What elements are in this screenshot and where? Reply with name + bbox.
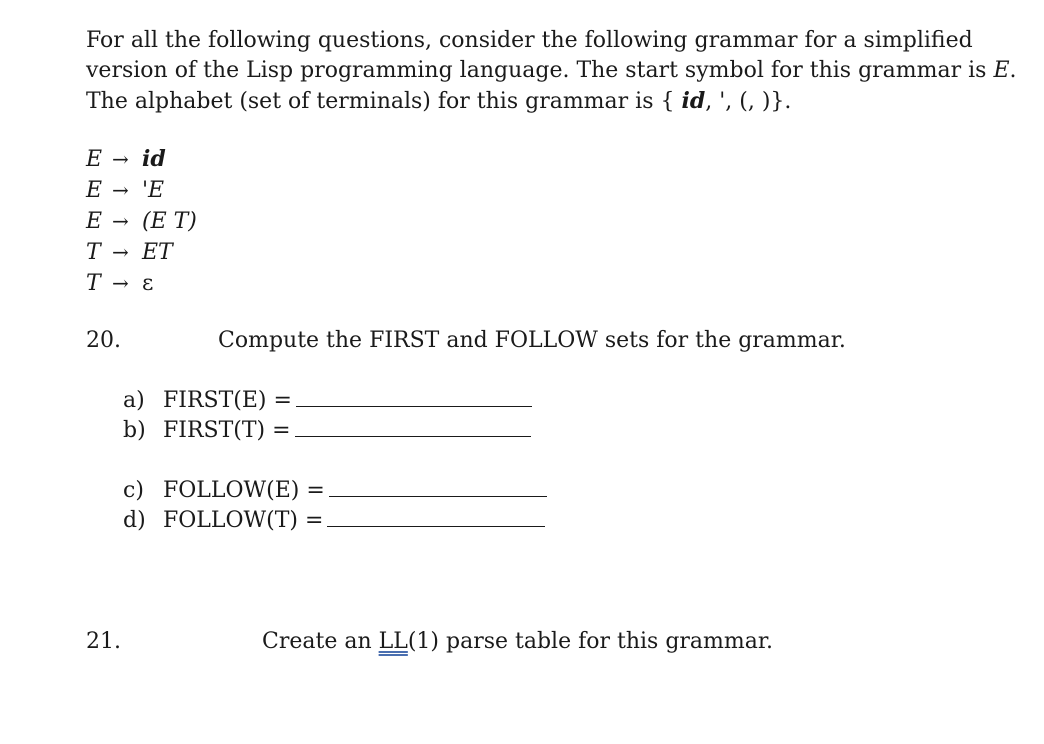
intro-line-1: For all the following questions, consider the following grammar for a simplified — [86, 28, 973, 53]
arrow-icon: → — [112, 147, 129, 171]
question-20-parts-follow — [123, 476, 547, 536]
rule-rhs: ET — [142, 240, 173, 265]
part-letter: d) — [123, 508, 146, 533]
q21-text-start: Create an — [262, 629, 379, 654]
part-letter: a) — [123, 388, 145, 413]
answer-blank[interactable] — [296, 388, 532, 407]
grammar-rule — [86, 144, 197, 175]
arrow-icon: → — [112, 271, 129, 295]
answer-line — [123, 506, 547, 536]
answer-blank[interactable] — [327, 508, 545, 527]
arrow-icon: → — [112, 209, 129, 233]
question-20-number: 20. — [86, 328, 121, 353]
question-20-text: Compute the FIRST and FOLLOW sets for the grammar. — [218, 328, 846, 353]
rule-lhs: E — [86, 178, 103, 203]
terminal-id: id — [681, 88, 706, 114]
question-21-number: 21. — [86, 629, 121, 654]
q21-text-end: (1) parse table for this grammar. — [407, 629, 773, 654]
answer-line — [123, 386, 532, 416]
rule-lhs: T — [86, 240, 101, 265]
answer-blank[interactable] — [329, 478, 547, 497]
rule-rhs: (E T) — [142, 209, 197, 234]
grammar-rule — [86, 268, 197, 299]
intro-line-2-end: . — [1009, 58, 1017, 83]
intro-line-2-text: version of the Lisp programming language. The start symbol for this grammar is — [86, 58, 994, 83]
start-symbol: E — [993, 58, 1010, 83]
grammar-rules — [86, 144, 197, 299]
part-label: FIRST(T) = — [163, 418, 291, 443]
answer-line — [123, 476, 547, 506]
arrow-icon: → — [112, 178, 129, 202]
q21-ll-term: LL — [378, 629, 408, 654]
question-21-text — [262, 627, 773, 657]
answer-line — [123, 416, 532, 446]
intro-line-2 — [86, 56, 1016, 86]
intro-line-3 — [86, 86, 1016, 117]
part-label: FOLLOW(T) = — [163, 508, 324, 533]
intro-line-3-text: The alphabet (set of terminals) for this grammar is { — [86, 89, 682, 114]
part-label: FOLLOW(E) = — [163, 478, 325, 503]
rule-rhs: 'E — [142, 178, 165, 203]
rule-lhs: T — [86, 271, 101, 296]
rule-lhs: E — [86, 209, 103, 234]
question-20-parts-first — [123, 386, 532, 446]
rule-rhs: ε — [142, 271, 154, 296]
rule-rhs: id — [142, 146, 166, 172]
arrow-icon: → — [112, 240, 129, 264]
grammar-rule — [86, 237, 197, 268]
part-letter: b) — [123, 418, 146, 443]
grammar-rule — [86, 206, 197, 237]
answer-blank[interactable] — [295, 418, 531, 437]
part-label: FIRST(E) = — [163, 388, 292, 413]
grammar-rule — [86, 175, 197, 206]
intro-line-3-end: , ', (, )}. — [705, 89, 792, 114]
part-letter: c) — [123, 478, 144, 503]
intro-paragraph — [86, 26, 1016, 117]
rule-lhs: E — [86, 147, 103, 172]
